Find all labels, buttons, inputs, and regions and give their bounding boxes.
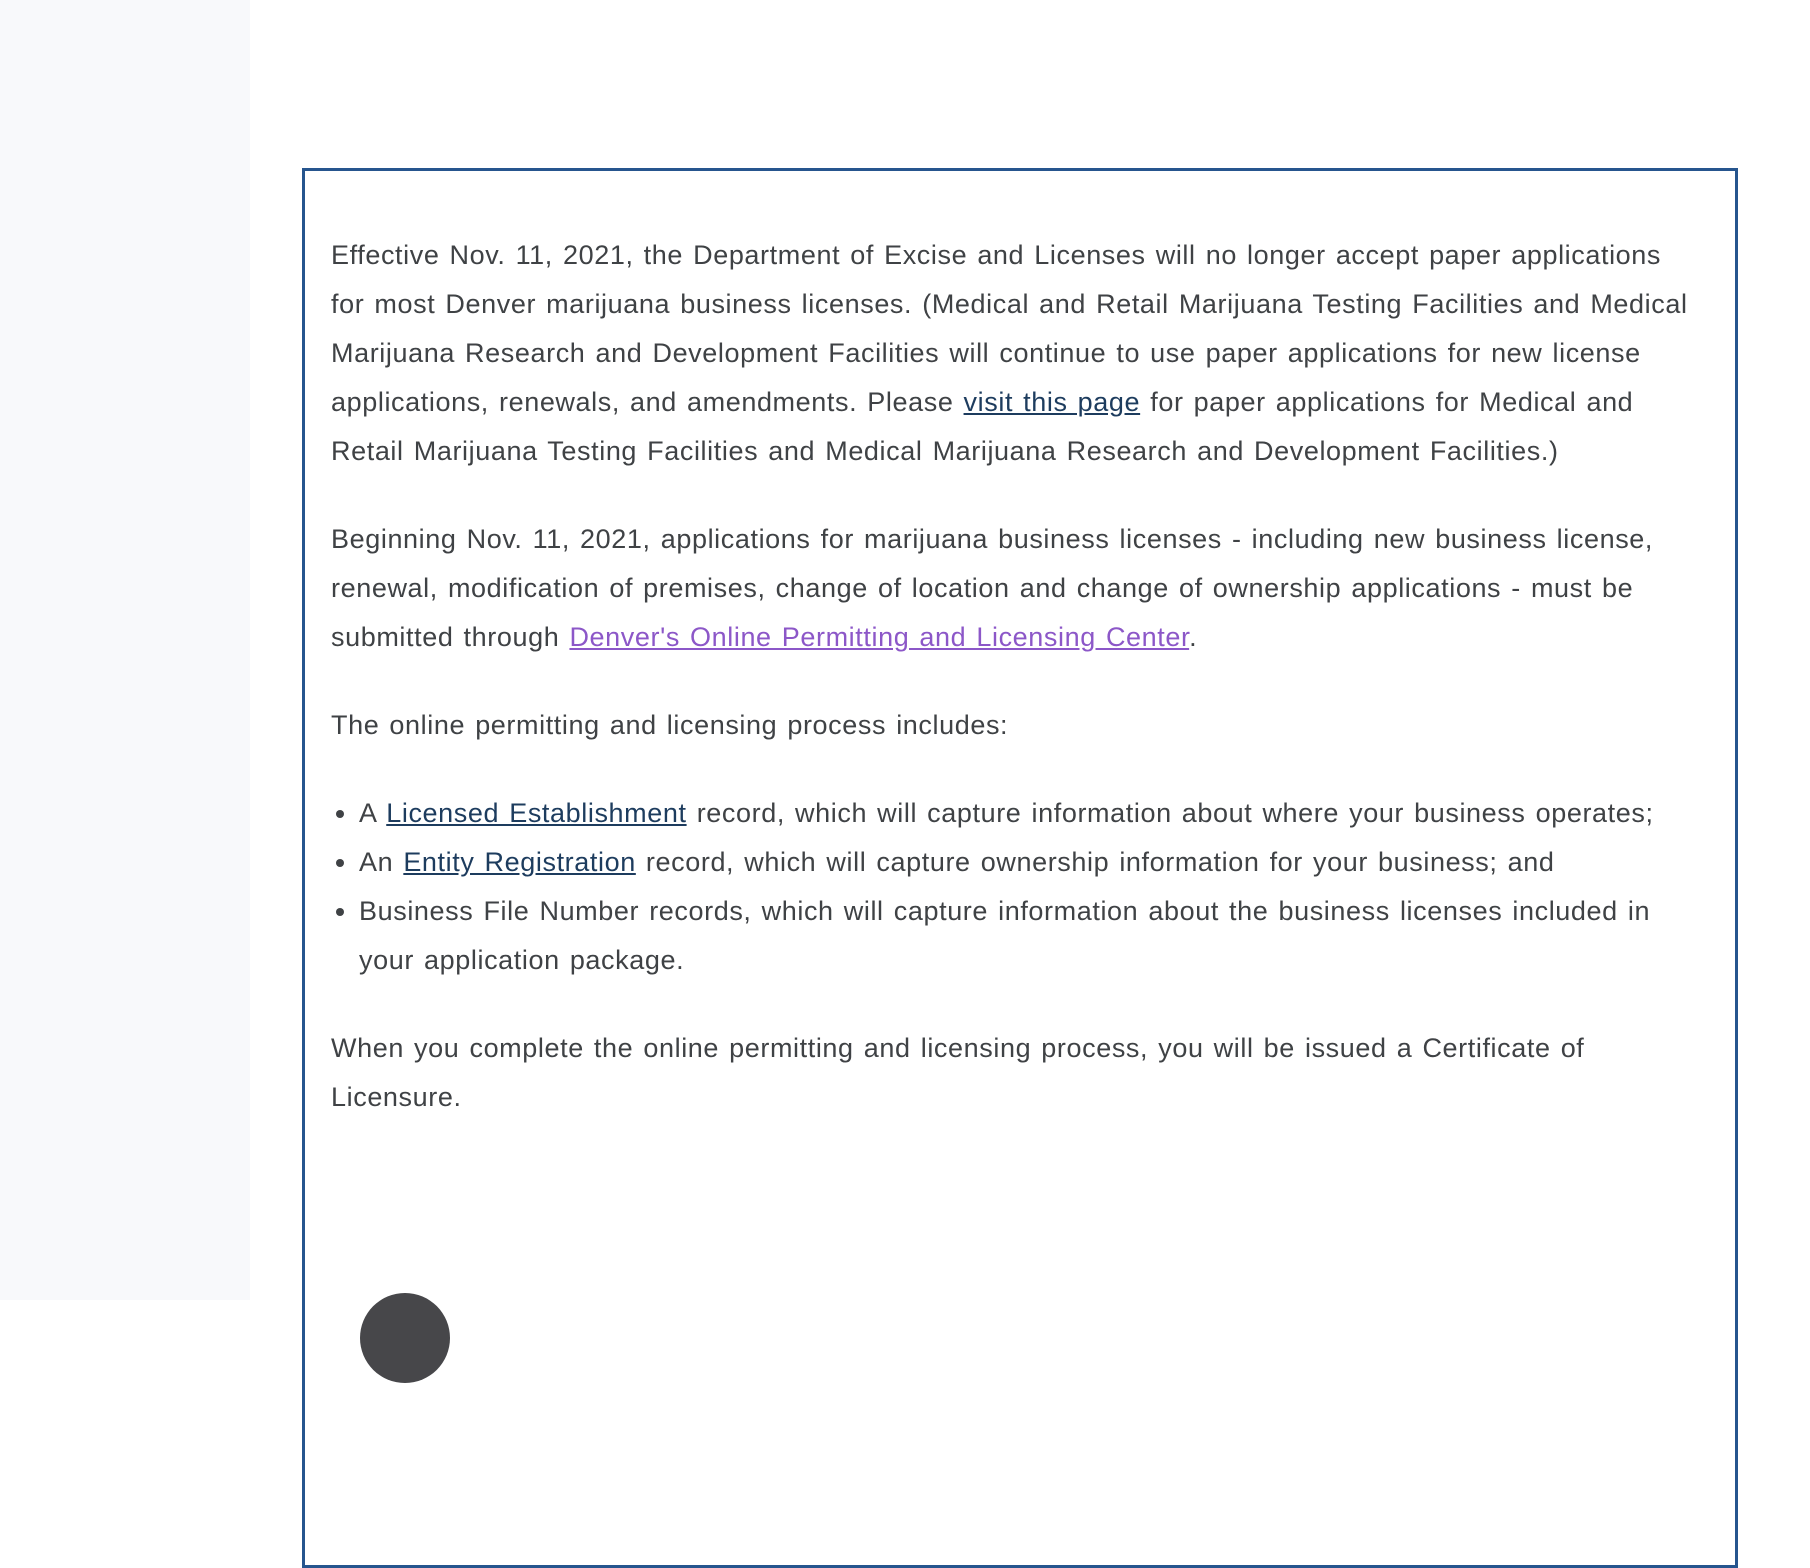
list-item-business-file-number (359, 887, 1699, 985)
paragraph-text: Effective Nov. 11, 2021, the Department of Excise and Licenses will no longer accept paper applications for most Denver marijuana business licenses. (Medical and Retail Marijuana Testing Facilities and Medical Marijuana Research and Development Facilities will continue to use paper applications for new license applications, renewals, and amendments. Please (331, 240, 1688, 417)
list-item-text: Business File Number records, which will capture information about the business licenses included in your application package. (359, 896, 1651, 975)
notice-paragraph-effective (331, 231, 1699, 476)
notice-paragraph-process-intro: The online permitting and licensing process includes: (331, 710, 1009, 740)
list-item-text: An (359, 847, 404, 877)
licensed-establishment-link[interactable]: Licensed Establishment (386, 798, 687, 828)
notice-paragraph-beginning (331, 515, 1699, 662)
process-includes-list (331, 789, 1699, 985)
notice-content (331, 231, 1699, 1122)
partial-circle-icon (360, 1293, 450, 1383)
online-permitting-center-link[interactable]: Denver's Online Permitting and Licensing Center (569, 622, 1190, 652)
notice-paragraph-certificate: When you complete the online permitting and licensing process, you will be issued a Certificate of Licensure. (331, 1033, 1585, 1112)
paragraph-text: for paper applications for Medical and Retail Marijuana Testing Facilities and Medical Marijuana Research and Development Facilities.) (331, 387, 1634, 466)
paragraph-text: . (1189, 622, 1198, 652)
paragraph-text: Beginning Nov. 11, 2021, applications for marijuana business licenses - including new business license, renewal, modification of premises, change of location and change of ownership applications - must be submitted through (331, 524, 1654, 652)
list-item-entity-registration (359, 838, 1699, 887)
list-item-text: record, which will capture information about where your business operates; (686, 798, 1654, 828)
visit-this-page-link[interactable]: visit this page (963, 387, 1141, 417)
list-item-licensed-establishment (359, 789, 1699, 838)
list-item-text: record, which will capture ownership information for your business; and (635, 847, 1555, 877)
notice-panel (302, 168, 1738, 1568)
left-sidebar (0, 0, 250, 1300)
entity-registration-link[interactable]: Entity Registration (403, 847, 636, 877)
list-item-text: A (359, 798, 387, 828)
